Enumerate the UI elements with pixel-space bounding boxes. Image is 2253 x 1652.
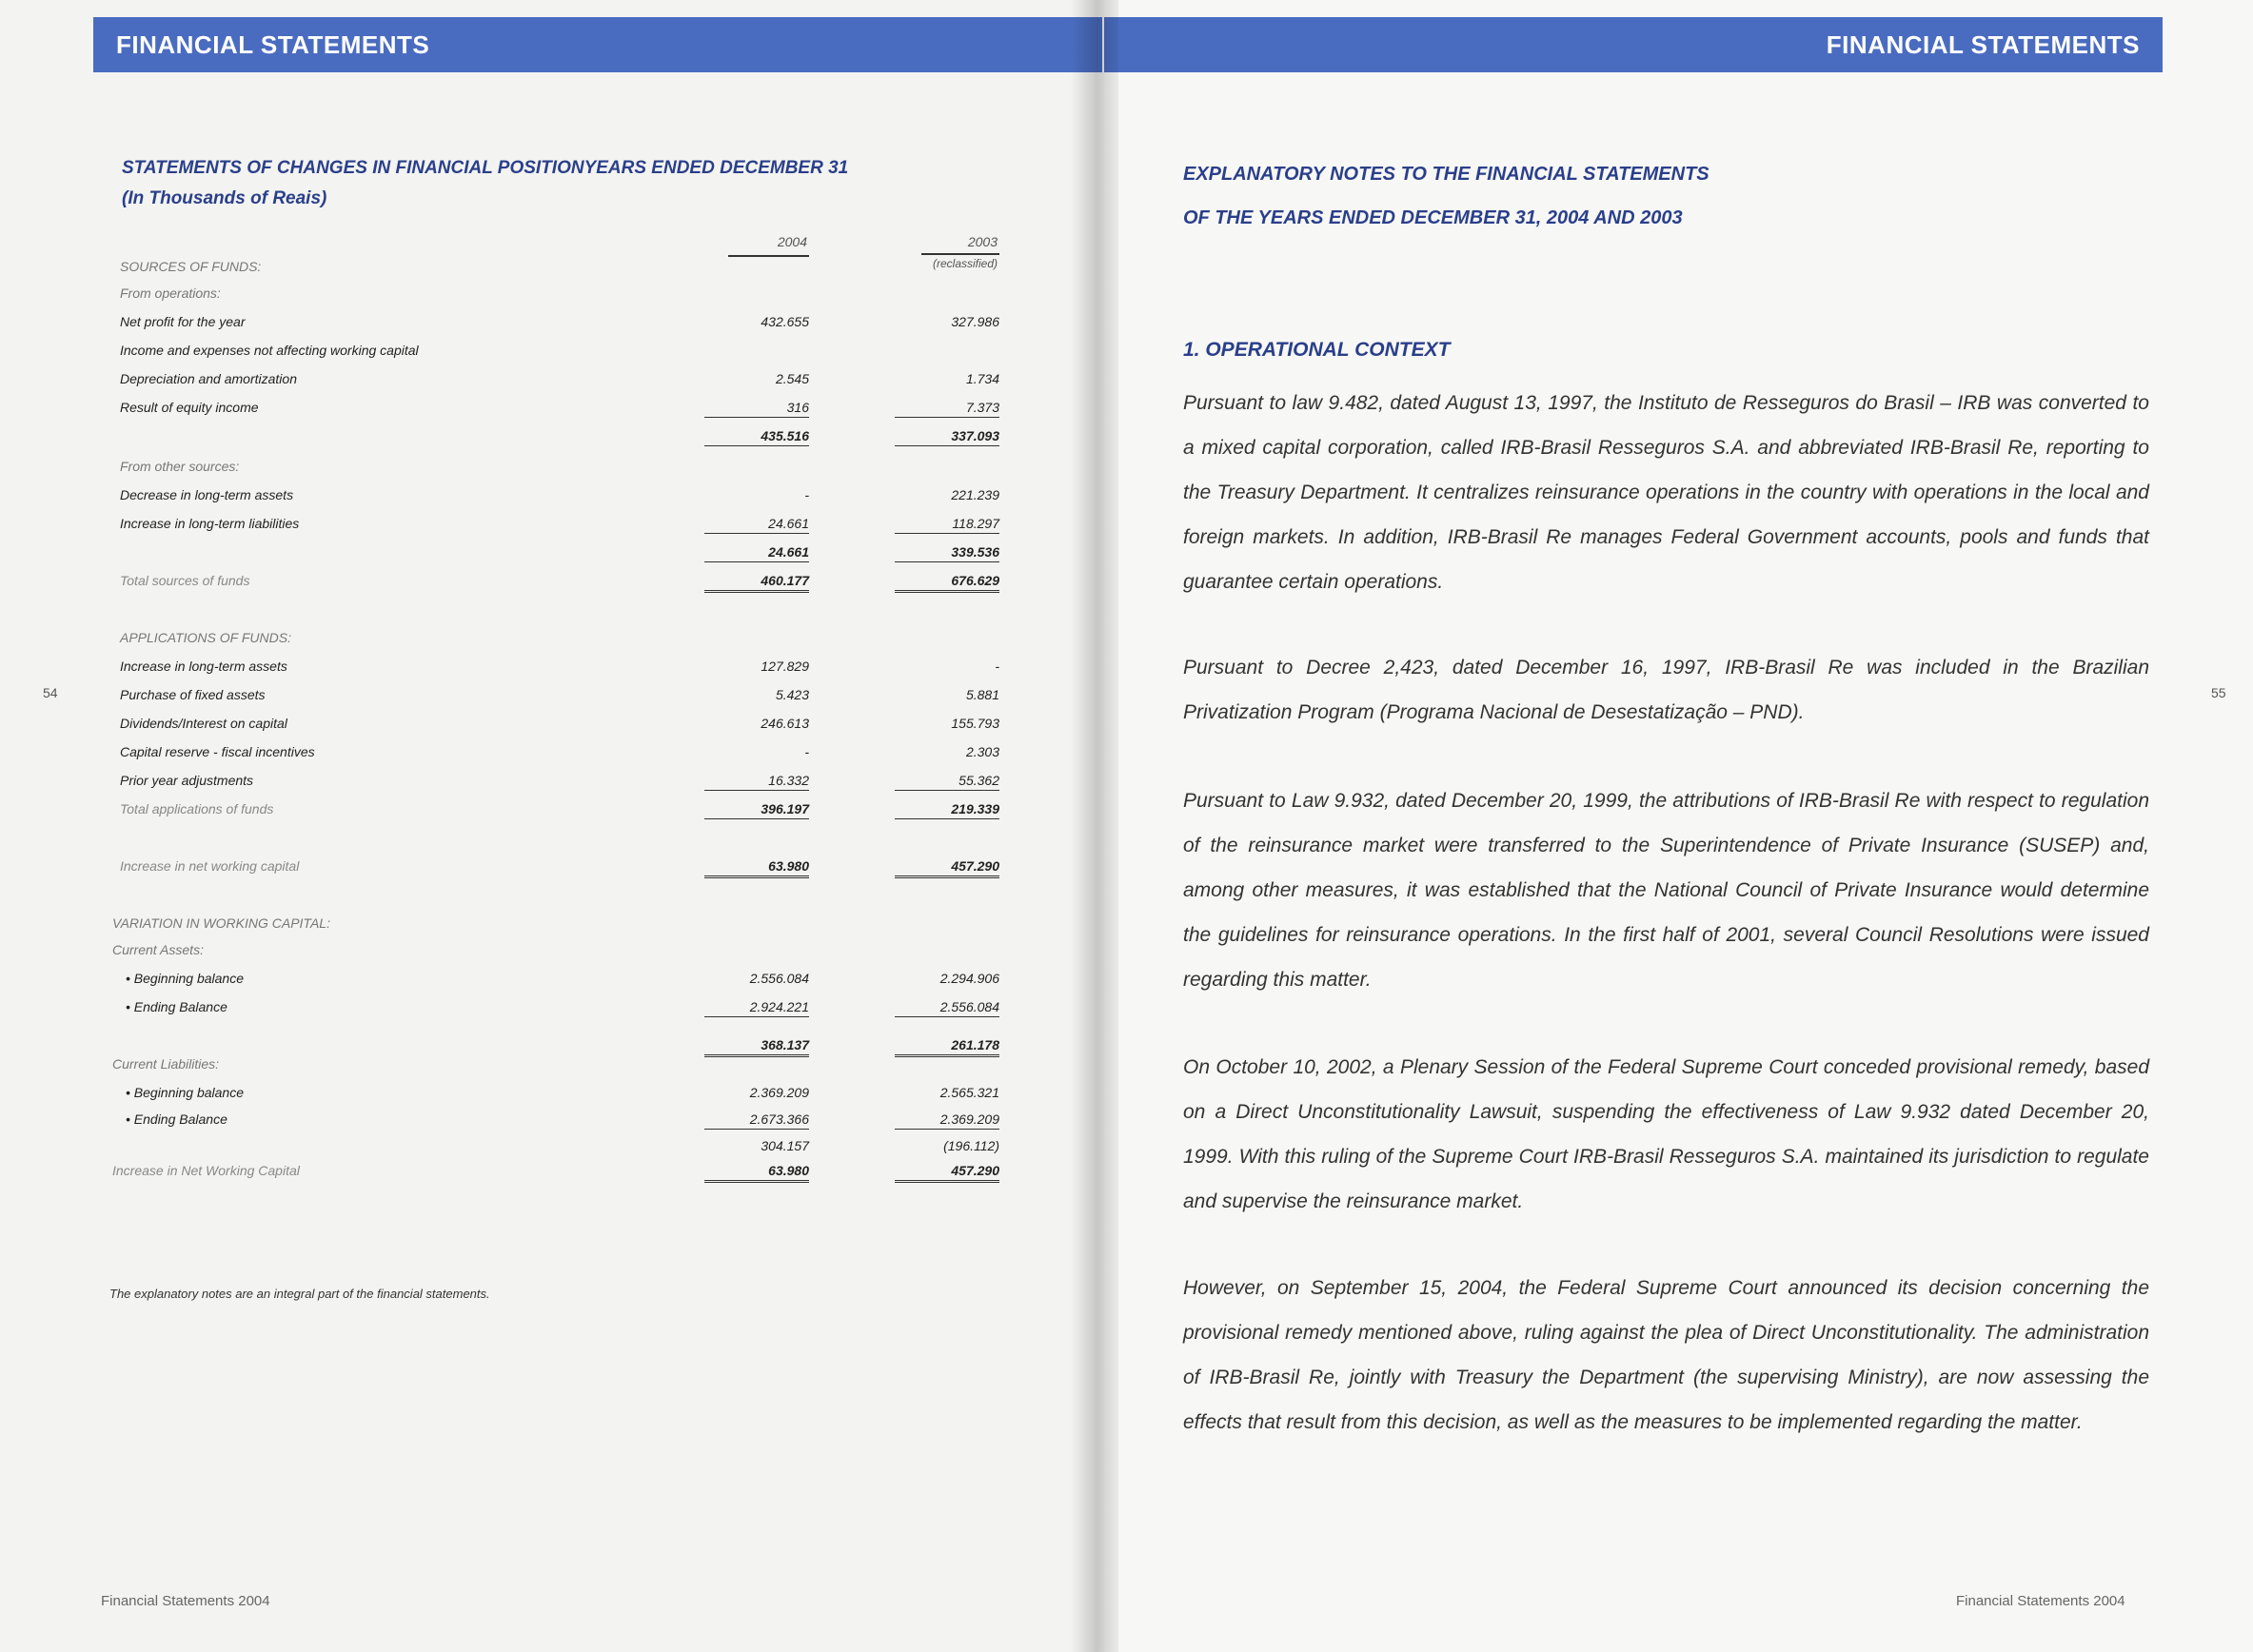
row-label: Prior year adjustments xyxy=(120,773,254,788)
value-2003: (196.112) xyxy=(943,1138,999,1153)
value-2003: 457.290 xyxy=(895,1163,999,1183)
value-2003: 457.290 xyxy=(895,858,999,878)
value-2003: 676.629 xyxy=(895,573,999,593)
value-2003: 118.297 xyxy=(895,516,999,534)
value-2004: 127.829 xyxy=(761,659,809,674)
value-2003: 2.556.084 xyxy=(895,999,999,1017)
value-2004: 2.673.366 xyxy=(704,1111,809,1130)
value-2003: 219.339 xyxy=(895,801,999,819)
right-header-band xyxy=(1104,17,2163,72)
value-2003: - xyxy=(995,659,999,674)
value-2004: 316 xyxy=(704,400,809,418)
row-label: Increase in net working capital xyxy=(120,858,300,874)
statement-subtitle: (In Thousands of Reais) xyxy=(122,188,327,208)
paragraph-3: Pursuant to Law 9.932, dated December 20, 1999, the attributions of IRB-Brasil Re with respect to regulation of the reinsurance market were transferred to the Superintendence of Private Insurance (SUSEP) and, among other measures, it was established that the National Council of Private Insurance would determine the guidelines for reinsurance operations. In the first half of 2001, several Council Resolutions were issued regarding this matter. xyxy=(1183,790,2149,991)
row-label: Income and expenses not affecting working capital xyxy=(120,343,419,358)
value-2004: 460.177 xyxy=(704,573,809,593)
col-2003-header: 2003 xyxy=(967,234,998,249)
value-2004: 24.661 xyxy=(704,544,809,562)
value-2003: 261.178 xyxy=(895,1037,999,1057)
value-2003: 2.294.906 xyxy=(939,971,999,986)
row-label: Total sources of funds xyxy=(120,573,250,588)
row-label: From other sources: xyxy=(120,459,240,474)
col-2004-header: 2004 xyxy=(777,234,807,249)
value-2004: 304.157 xyxy=(761,1138,809,1153)
row-label: Decrease in long-term assets xyxy=(120,487,294,502)
statement-title: STATEMENTS OF CHANGES IN FINANCIAL POSITIONYEARS ENDED DECEMBER 31 xyxy=(122,158,849,178)
row-label: • Beginning balance xyxy=(126,1085,244,1100)
row-label: Purchase of fixed assets xyxy=(120,687,266,702)
paragraph-1: Pursuant to law 9.482, dated August 13, 1997, the Instituto de Resseguros do Brasil – IRB was converted to a mixed capital corporation, called IRB-Brasil Resseguros S.A. and abbreviated IRB-Brasil Re, reporting to the Treasury Department. It centralizes reinsurance operations in the country with operations in the local and foreign markets. In addition, IRB-Brasil Re manages Federal Government accounts, pools and funds that guarantee certain operations. xyxy=(1183,392,2149,593)
value-2003: 5.881 xyxy=(965,687,999,702)
value-2004: 63.980 xyxy=(704,1163,809,1183)
row-label: • Ending Balance xyxy=(126,1111,227,1127)
row-label: Total applications of funds xyxy=(120,801,274,816)
value-2003: 1.734 xyxy=(965,371,999,386)
row-label: • Ending Balance xyxy=(126,999,227,1014)
value-2003: 2.565.321 xyxy=(939,1085,999,1100)
value-2004: 2.369.209 xyxy=(749,1085,809,1100)
value-2003: 55.362 xyxy=(895,773,999,791)
row-label: • Beginning balance xyxy=(126,971,244,986)
value-2004: 16.332 xyxy=(704,773,809,791)
value-2003: 7.373 xyxy=(895,400,999,418)
row-label: Net profit for the year xyxy=(120,314,246,329)
value-2003: 339.536 xyxy=(895,544,999,562)
left-header-title: FINANCIAL STATEMENTS xyxy=(116,30,430,59)
value-2004: 435.516 xyxy=(704,428,809,446)
footer-right: Financial Statements 2004 xyxy=(1956,1593,2125,1609)
paragraph-2: Pursuant to Decree 2,423, dated December 16, 1997, IRB-Brasil Re was included in the Brazilian Privatization Program (Programa Nacional de Desestatização – PND). xyxy=(1183,657,2149,723)
value-2004: - xyxy=(804,744,809,759)
row-label: SOURCES OF FUNDS: xyxy=(120,259,262,274)
value-2004: 368.137 xyxy=(704,1037,809,1057)
row-label: APPLICATIONS OF FUNDS: xyxy=(120,630,291,645)
value-2003: 221.239 xyxy=(951,487,999,502)
col-2004-rule xyxy=(728,255,809,257)
right-header-title: FINANCIAL STATEMENTS xyxy=(1826,30,2140,59)
section-heading: 1. OPERATIONAL CONTEXT xyxy=(1183,339,1451,361)
page-number-left: 54 xyxy=(43,685,58,700)
value-2004: 2.556.084 xyxy=(749,971,809,986)
row-label: Increase in Net Working Capital xyxy=(112,1163,300,1178)
value-2004: 432.655 xyxy=(761,314,809,329)
footer-left: Financial Statements 2004 xyxy=(101,1593,270,1609)
value-2004: 396.197 xyxy=(704,801,809,819)
value-2004: - xyxy=(804,487,809,502)
value-2003: 327.986 xyxy=(951,314,999,329)
row-label: Current Assets: xyxy=(112,942,204,957)
value-2004: 5.423 xyxy=(775,687,809,702)
row-label: Dividends/Interest on capital xyxy=(120,716,287,731)
row-label: Increase in long-term liabilities xyxy=(120,516,300,531)
value-2003: 2.303 xyxy=(965,744,999,759)
row-label: Increase in long-term assets xyxy=(120,659,287,674)
footnote: The explanatory notes are an integral part of the financial statements. xyxy=(109,1287,490,1301)
value-2004: 63.980 xyxy=(704,858,809,878)
value-2004: 2.924.221 xyxy=(704,999,809,1017)
col-2003-note: (reclassified) xyxy=(932,257,998,270)
row-label: Capital reserve - fiscal incentives xyxy=(120,744,315,759)
row-label: Current Liabilities: xyxy=(112,1056,220,1072)
value-2003: 155.793 xyxy=(951,716,999,731)
page-number-right: 55 xyxy=(2211,685,2226,700)
notes-title-line2: OF THE YEARS ENDED DECEMBER 31, 2004 AND 2003 xyxy=(1183,207,1683,228)
value-2004: 24.661 xyxy=(704,516,809,534)
row-label: From operations: xyxy=(120,285,221,301)
row-label: Result of equity income xyxy=(120,400,259,415)
value-2004: 2.545 xyxy=(775,371,809,386)
row-label: Depreciation and amortization xyxy=(120,371,297,386)
left-header-band xyxy=(93,17,1102,72)
value-2003: 2.369.209 xyxy=(895,1111,999,1130)
value-2004: 246.613 xyxy=(761,716,809,731)
left-page xyxy=(0,0,1104,1652)
paragraph-4: On October 10, 2002, a Plenary Session of the Federal Supreme Court conceded provisional remedy, based on a Direct Unconstitutionality Lawsuit, suspending the effectiveness of Law 9.932 dated December 20, 1999. With this ruling of the Supreme Court IRB-Brasil Resseguros S.A. maintained its jurisdiction to regulate and supervise the reinsurance market. xyxy=(1183,1056,2149,1212)
paragraph-5: However, on September 15, 2004, the Federal Supreme Court announced its decision concerning the provisional remedy mentioned above, ruling against the plea of Direct Unconstitutionality. The administration of IRB-Brasil Re, jointly with Treasury the Department (the supervising Ministry), are now assessing the effects that result from this decision, as well as the measures to be implemented regarding the matter. xyxy=(1183,1277,2149,1433)
col-2003-rule xyxy=(921,253,999,255)
row-label: VARIATION IN WORKING CAPITAL: xyxy=(112,915,330,931)
notes-title-line1: EXPLANATORY NOTES TO THE FINANCIAL STATEMENTS xyxy=(1183,164,1710,185)
value-2003: 337.093 xyxy=(895,428,999,446)
